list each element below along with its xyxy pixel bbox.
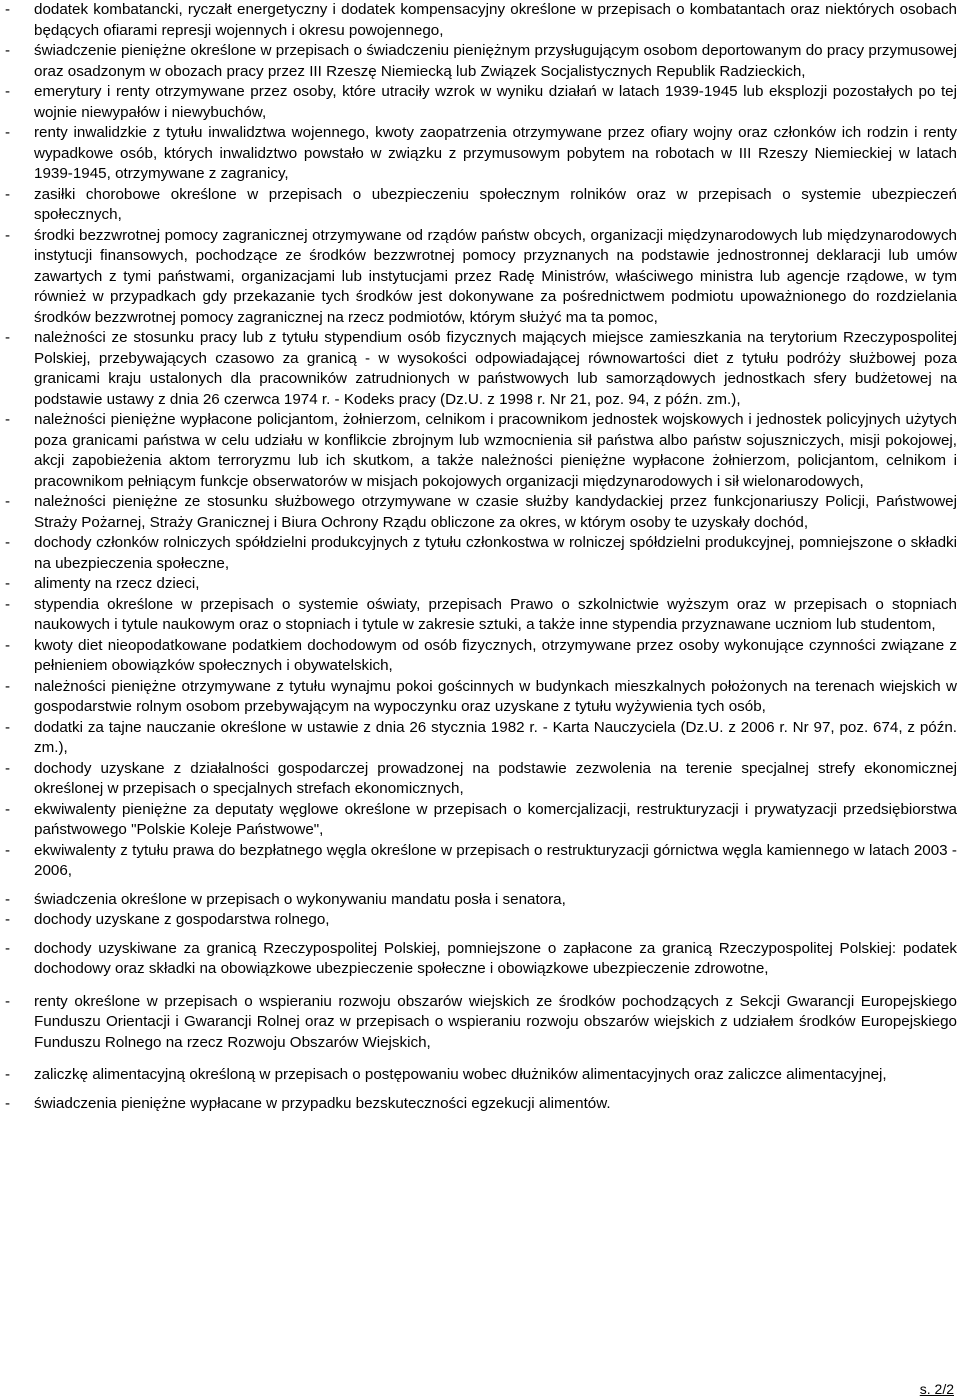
bullet-dash: - xyxy=(5,841,11,859)
spacer xyxy=(0,980,960,992)
bullet-dash: - xyxy=(5,595,11,613)
list-item xyxy=(0,595,960,636)
bullet-dash: - xyxy=(5,718,11,736)
bullet-dash: - xyxy=(5,636,11,654)
list-item xyxy=(0,677,960,718)
list-item xyxy=(0,410,960,492)
list-item-text: należności pieniężne ze stosunku służbowego otrzymywane w czasie służby kandydackiej przez funkcjonariuszy Policji, Państwowej Straży Pożarnej, Straży Granicznej i Biura Ochrony Rządu obliczone za okres, w którym osoby te uzyskały dochód, xyxy=(34,493,957,531)
list-item-text: świadczenia pieniężne wypłacane w przypadku bezskuteczności egzekucji alimentów. xyxy=(34,1094,611,1112)
bullet-dash: - xyxy=(5,1066,11,1083)
list-item-text: świadczenia określone w przepisach o wykonywaniu mandatu posła i senatora, xyxy=(34,890,566,908)
list-item xyxy=(0,226,960,329)
bullet-dash: - xyxy=(5,124,11,141)
list-item-text: kwoty diet nieopodatkowane podatkiem dochodowym od osób fizycznych, otrzymywane przez osoby wykonujące czynności związane z pełnieniem obowiązków społecznych i obywatelskich, xyxy=(34,636,957,674)
bullet-dash: - xyxy=(5,800,11,818)
list-item-text: świadczenie pieniężne określone w przepisach o świadczeniu pieniężnym przysługującym osobom deportowanym do pracy przymusowej oraz osadzonym w obozach pracy przez III Rzeszę Niemiecką lub Związek Socjalistycznych Republik Radzieckich, xyxy=(34,42,957,80)
list-item xyxy=(0,890,960,911)
list-item-text: należności pieniężne otrzymywane z tytułu wynajmu pokoi gościnnych w budynkach mieszkalnych położonych na terenach wiejskich w gospodarstwie rolnym osobom przebywającym na wypoczynku oraz uzyskane z tytułu wyżywienia tych osób, xyxy=(34,677,957,715)
list-item xyxy=(0,328,960,410)
list-item xyxy=(0,841,960,882)
list-item-text: należności ze stosunku pracy lub z tytułu stypendium osób fizycznych mających miejsce zamieszkania na terytorium Rzeczypospolitej Polskiej, przebywających czasowo za granicą - w wysokości odpowiadającej równowartości diet z tytułu podróży służbowej poza granicami kraju ustalonych dla pracowników zatrudnionych w państwowych lub samorządowych jednostkach sfery budżetowej na podstawie ustawy z dnia 26 czerwca 1974 r. - Kodeks pracy (Dz.U. z 1998 r. Nr 21, poz. 94, z późn. zm.), xyxy=(34,329,957,408)
spacer xyxy=(0,1086,960,1094)
list-item xyxy=(0,123,960,185)
list-item-text: dochody uzyskane z działalności gospodarczej prowadzonej na podstawie zezwolenia na terenie specjalnej strefy ekonomicznej określonej w przepisach o specjalnych strefach ekonomicznych, xyxy=(34,759,957,797)
list-item-text: alimenty na rzecz dzieci, xyxy=(34,575,200,592)
bullet-dash: - xyxy=(5,759,11,777)
bullet-dash: - xyxy=(5,890,11,908)
list-item-text: zaliczkę alimentacyjną określoną w przepisach o postępowaniu wobec dłużników alimentacyjnych oraz zaliczce alimentacyjnej, xyxy=(34,1066,887,1083)
list-item xyxy=(0,1094,960,1115)
list-item-text: renty inwalidzkie z tytułu inwalidztwa wojennego, kwoty zaopatrzenia otrzymywane przez ofiary wojny oraz członków ich rodzin i renty wypadkowe osób, których inwalidztwo powstało w związku z przymusowym pobytem na robotach w III Rzeszy Niemieckiej w latach 1939-1945, otrzymywane z zagranicy, xyxy=(34,124,957,182)
list-item-text: dodatek kombatancki, ryczałt energetyczny i dodatek kompensacyjny określone w przepisach o kombatantach oraz niektórych osobach będących ofiarami represji wojennych i okresu powojennego, xyxy=(34,1,957,39)
bullet-dash: - xyxy=(5,534,11,551)
bullet-dash: - xyxy=(5,493,11,510)
bullet-dash: - xyxy=(5,1094,11,1112)
bullet-dash: - xyxy=(5,83,11,100)
list-item-text: ekwiwalenty pieniężne za deputaty węglowe określone w przepisach o komercjalizacji, restrukturyzacji i prywatyzacji przedsiębiorstwa państwowego "Polskie Koleje Państwowe", xyxy=(34,800,957,838)
list-item-text: środki bezzwrotnej pomocy zagranicznej otrzymywane od rządów państw obcych, organizacji międzynarodowych lub międzynarodowych instytucji finansowych, pochodzące ze środków bezzwrotnej pomocy przyznanych na podstawie jednostronnej deklaracji lub umów zawartych z tymi państwami, organizacjami lub instytucjami przez Radę Ministrów, właściwego ministra lub agencje rządowe, w tym również w przypadkach gdy przekazanie tych środków jest dokonywane za pośrednictwem podmiotu upoważnionego do rozdzielania środków bezzwrotnej pomocy zagranicznej na rzecz podmiotów, którym służyć ma ta pomoc, xyxy=(34,226,957,326)
list-item-text: renty określone w przepisach o wspieraniu rozwoju obszarów wiejskich ze środków pochodzących z Sekcji Gwarancji Europejskiego Funduszu Orientacji i Gwarancji Rolnej oraz w przepisach o wspieraniu rozwoju obszarów wiejskich z udziałem środków Europejskiego Funduszu Rolnego na rzecz Rozwoju Obszarów Wiejskich, xyxy=(34,992,957,1051)
list-item-text: dochody uzyskiwane za granicą Rzeczypospolitej Polskiej, pomniejszone o zapłacone za granicą Rzeczypospolitej Polskiej: podatek dochodowy oraz składki na obowiązkowe ubezpieczenie społeczne i obowiązkowe ubezpieczenie zdrowotne, xyxy=(34,939,957,977)
list-item xyxy=(0,910,960,931)
bullet-dash: - xyxy=(5,1,11,18)
spacer xyxy=(0,1053,960,1065)
list-item xyxy=(0,718,960,759)
list-item-text: stypendia określone w przepisach o systemie oświaty, przepisach Prawo o szkolnictwie wyższym oraz w przepisach o stopniach naukowych i tytule naukowym oraz o stopniach i tytule w zakresie sztuki, a także inne stypendia przyznawane uczniom lub studentom, xyxy=(34,595,957,633)
list-item-text: emerytury i renty otrzymywane przez osoby, które utraciły wzrok w wyniku działań w latach 1939-1945 lub eksplozji pozostałych po tej wojnie niewypałów i niewybuchów, xyxy=(34,83,957,121)
list-item xyxy=(0,533,960,574)
list-item-text: dochody uzyskane z gospodarstwa rolnego, xyxy=(34,911,330,928)
list-item-text: ekwiwalenty z tytułu prawa do bezpłatnego węgla określone w przepisach o restrukturyzacji górnictwa węgla kamiennego w latach 2003 - 2006, xyxy=(34,841,957,879)
list-item-text: zasiłki chorobowe określone w przepisach o ubezpieczeniu społecznym rolników oraz w przepisach o systemie ubezpieczeń społecznych, xyxy=(34,185,957,223)
list-item xyxy=(0,939,960,980)
list-item xyxy=(0,41,960,82)
bullet-dash: - xyxy=(5,411,11,428)
bullet-dash: - xyxy=(5,185,11,203)
page-number: s. 2/2 xyxy=(919,1381,954,1397)
list-item xyxy=(0,0,960,41)
list-item xyxy=(0,636,960,677)
bullet-dash: - xyxy=(5,911,11,928)
list-item xyxy=(0,492,960,533)
list-item xyxy=(0,82,960,123)
bullet-dash: - xyxy=(5,992,11,1010)
list-item xyxy=(0,574,960,595)
bullet-dash: - xyxy=(5,575,11,592)
list-item xyxy=(0,185,960,226)
list-item xyxy=(0,992,960,1054)
spacer xyxy=(0,882,960,890)
bullet-dash: - xyxy=(5,329,11,346)
list-item xyxy=(0,1065,960,1086)
list-item-text: dochody członków rolniczych spółdzielni produkcyjnych z tytułu członkostwa w rolniczej spółdzielni produkcyjnej, pomniejszone o składki na ubezpieczenia społeczne, xyxy=(34,534,957,572)
bullet-dash: - xyxy=(5,42,11,59)
list-item xyxy=(0,800,960,841)
bullet-dash: - xyxy=(5,677,11,695)
bullet-dash: - xyxy=(5,939,11,957)
list-item xyxy=(0,759,960,800)
list-item-text: dodatki za tajne nauczanie określone w ustawie z dnia 26 stycznia 1982 r. - Karta Nauczyciela (Dz.U. z 2006 r. Nr 97, poz. 674, z późn. zm.), xyxy=(34,718,957,756)
spacer xyxy=(0,931,960,939)
bullet-dash: - xyxy=(5,226,11,244)
list-item-text: należności pieniężne wypłacone policjantom, żołnierzom, celnikom i pracownikom jednostek wojskowych i jednostek policyjnych użytych poza granicami państwa w celu udziału w konflikcie zbrojnym lub wzmocnienia sił państwa albo państw sojuszniczych, misji pokojowej, akcji zapobieżenia aktom terroryzmu lub ich skutkom, a także należności pieniężne wypłacone żołnierzom, policjantom, celnikom i pracownikom pełniącym funkcje obserwatorów w misjach pokojowych organizacji międzynarodowych i sił wielonarodowych, xyxy=(34,411,957,490)
